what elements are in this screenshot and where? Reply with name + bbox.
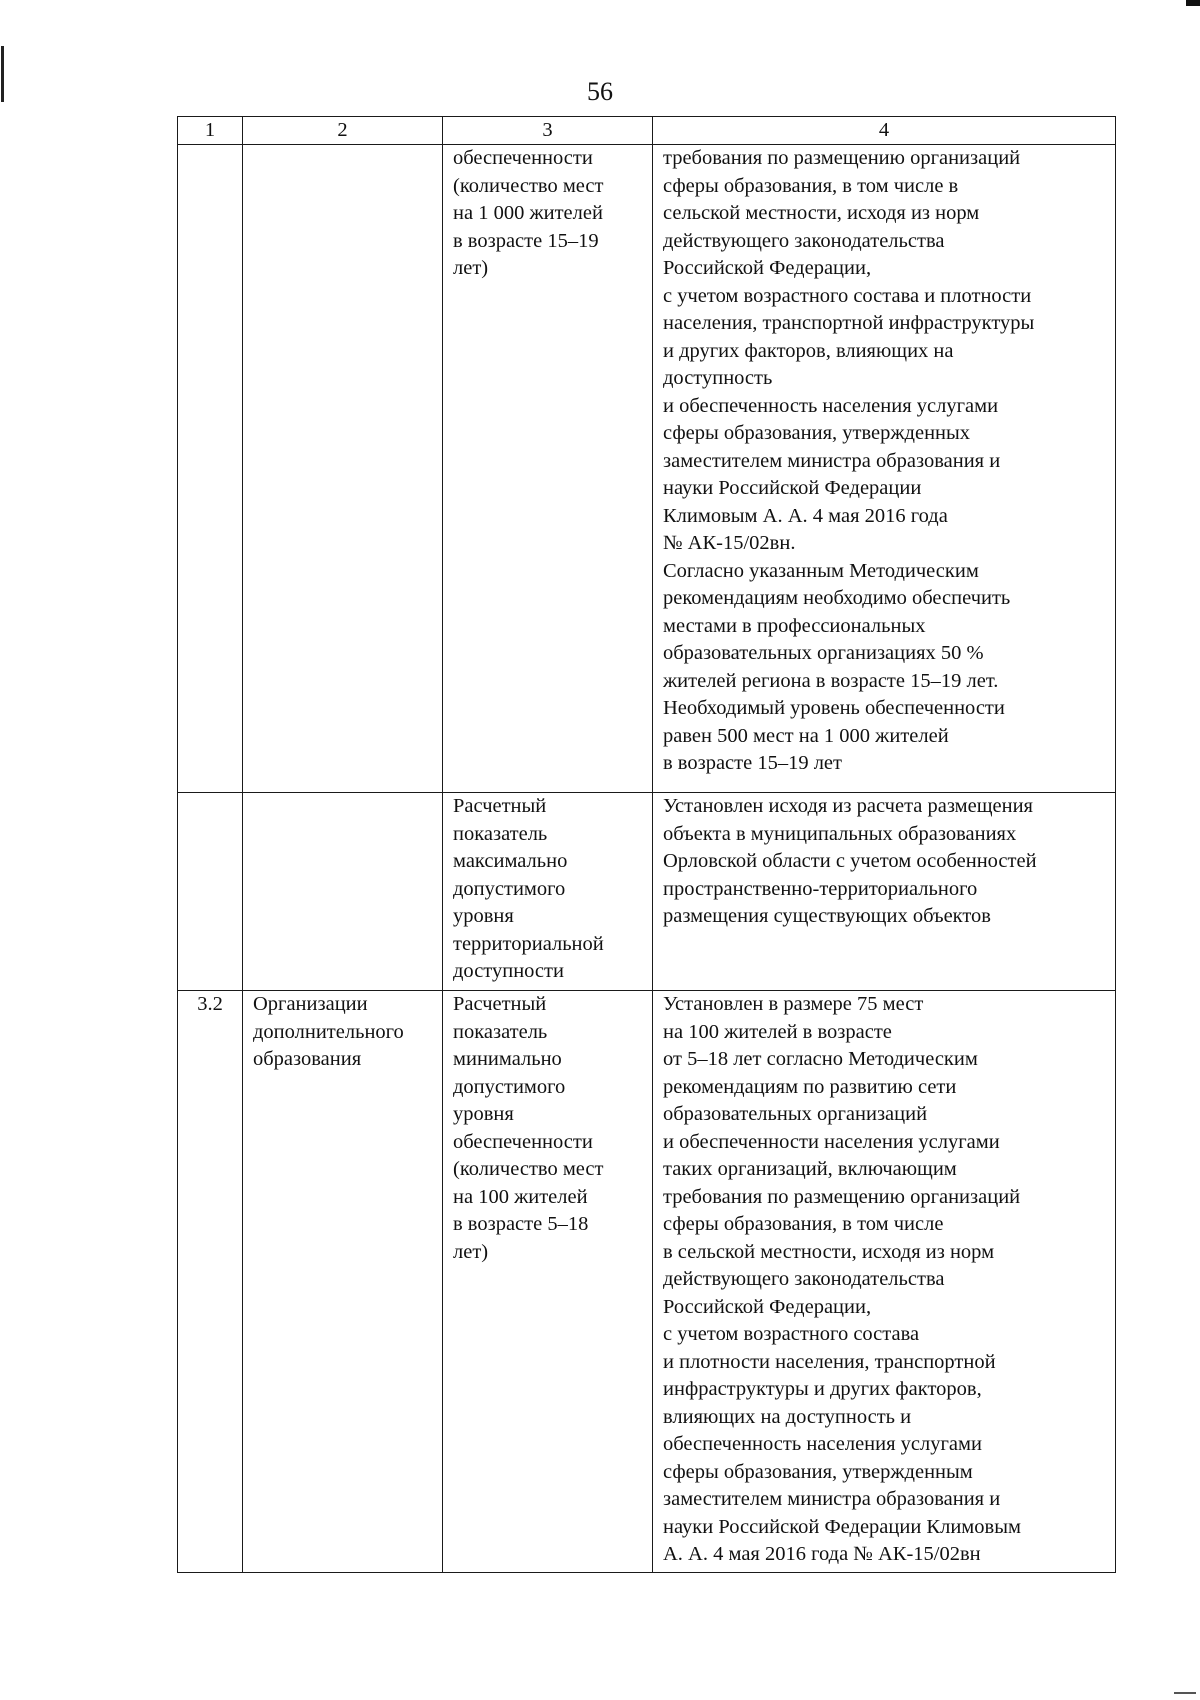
text-line: пространственно-территориального xyxy=(663,877,978,900)
text-line: Установлен исходя из расчета размещения xyxy=(663,795,1033,817)
text-line: с учетом возрастного состава и плотности xyxy=(663,284,1032,307)
standards-table xyxy=(177,116,1116,1573)
text-line: рекомендациям по развитию сети xyxy=(663,1075,957,1098)
row-number-cell xyxy=(178,145,243,793)
text-line: на 100 жителей xyxy=(453,1185,588,1208)
text-line: равен 500 мест на 1 000 жителей xyxy=(663,724,949,747)
text-line: доступности xyxy=(453,960,564,982)
text-line: территориальной xyxy=(453,932,604,955)
indicator-cell xyxy=(443,145,653,793)
text-line: Российской Федерации, xyxy=(663,257,872,279)
text-line: Орловской области с учетом особенностей xyxy=(663,850,1037,872)
text-line: от 5–18 лет согласно Методическим xyxy=(663,1048,978,1070)
text-line: образования xyxy=(253,1048,362,1070)
value-cell xyxy=(653,145,1116,793)
text-line: доступность xyxy=(663,367,773,389)
text-line: обеспеченность населения услугами xyxy=(663,1433,982,1455)
text-line: Необходимый уровень обеспеченности xyxy=(663,697,1005,719)
value-cell xyxy=(653,793,1116,991)
text-line: местами в профессиональных xyxy=(663,614,926,637)
text-line: сферы образования, в том числе в xyxy=(663,174,959,197)
object-name-cell xyxy=(243,145,443,793)
column-header: 2 xyxy=(243,117,443,145)
text-line: Расчетный xyxy=(453,993,547,1015)
text-line: в возрасте 5–18 xyxy=(453,1213,589,1235)
text-line: А. А. 4 мая 2016 года № АК-15/02вн xyxy=(663,1543,981,1565)
text-line: в сельской местности, исходя из норм xyxy=(663,1240,995,1263)
text-line: лет) xyxy=(453,257,489,279)
text-line: влияющих на доступность и xyxy=(663,1405,912,1428)
text-line: и обеспеченности населения услугами xyxy=(663,1130,1000,1153)
text-line: обеспеченности xyxy=(453,147,593,169)
text-line: рекомендациям необходимо обеспечить xyxy=(663,587,1011,609)
text-line: науки Российской Федерации Климовым xyxy=(663,1515,1021,1538)
text-line: сельской местности, исходя из норм xyxy=(663,202,980,224)
text-line: минимально xyxy=(453,1048,562,1070)
text-line: Установлен в размере 75 мест xyxy=(663,993,924,1015)
indicator-cell xyxy=(443,793,653,991)
text-line: образовательных организаций xyxy=(663,1103,928,1125)
text-line: действующего законодательства xyxy=(663,1268,945,1290)
text-line: сферы образования, утвержденных xyxy=(663,422,971,444)
column-header: 1 xyxy=(178,117,243,145)
text-line: на 100 жителей в возрасте xyxy=(663,1020,892,1043)
text-line: уровня xyxy=(453,1103,514,1125)
table-header-row xyxy=(178,117,1116,145)
text-line: науки Российской Федерации xyxy=(663,477,922,499)
text-line: жителей региона в возрасте 15–19 лет. xyxy=(663,669,999,692)
table-row xyxy=(178,145,1116,793)
text-line: лет) xyxy=(453,1240,489,1263)
text-line: допустимого xyxy=(453,1075,566,1098)
text-line: (количество мест xyxy=(453,1158,604,1180)
text-line: сферы образования, утвержденным xyxy=(663,1460,973,1483)
text-line: показатель xyxy=(453,822,548,845)
table-row xyxy=(178,793,1116,991)
indicator-cell xyxy=(443,991,653,1573)
text-line: таких организаций, включающим xyxy=(663,1158,957,1180)
object-name-cell xyxy=(243,793,443,991)
text-line: заместителем министра образования и xyxy=(663,449,1001,472)
object-name-cell xyxy=(243,991,443,1573)
text-line: и плотности населения, транспортной xyxy=(663,1350,996,1373)
text-line: объекта в муниципальных образованиях xyxy=(663,822,1017,845)
text-line: допустимого xyxy=(453,877,566,900)
text-line: (количество мест xyxy=(453,174,604,197)
text-line: действующего законодательства xyxy=(663,229,945,252)
text-line: дополнительного xyxy=(253,1020,404,1043)
text-line: Расчетный xyxy=(453,795,547,817)
row-number-cell: 3.2 xyxy=(178,991,243,1573)
value-cell xyxy=(653,991,1116,1573)
text-line: инфраструктуры и других факторов, xyxy=(663,1378,982,1400)
table-row xyxy=(178,991,1116,1573)
scan-edge-mark xyxy=(1186,0,1200,6)
text-line: населения, транспортной инфраструктуры xyxy=(663,312,1035,334)
text-line: в возрасте 15–19 лет xyxy=(663,752,842,774)
text-line: Климовым А. А. 4 мая 2016 года xyxy=(663,504,948,527)
text-line: уровня xyxy=(453,905,514,927)
text-line: обеспеченности xyxy=(453,1130,593,1153)
text-line: максимально xyxy=(453,850,568,872)
text-line: заместителем министра образования и xyxy=(663,1488,1001,1510)
text-line: сферы образования, в том числе xyxy=(663,1213,944,1235)
page-number: 56 xyxy=(587,77,613,106)
text-line: требования по размещению организаций xyxy=(663,147,1021,169)
text-line: показатель xyxy=(453,1020,548,1043)
scan-edge-mark xyxy=(1174,1692,1196,1694)
text-line: № АК-15/02вн. xyxy=(663,532,796,554)
text-line: Согласно указанным Методическим xyxy=(663,559,979,582)
row-number-cell xyxy=(178,793,243,991)
text-line: и других факторов, влияющих на xyxy=(663,339,954,362)
text-line: требования по размещению организаций xyxy=(663,1185,1021,1208)
text-line: в возрасте 15–19 xyxy=(453,229,599,252)
text-line: размещения существующих объектов xyxy=(663,905,991,927)
column-header: 3 xyxy=(443,117,653,145)
text-line: образовательных организациях 50 % xyxy=(663,642,984,664)
text-line: Организации xyxy=(253,993,368,1015)
text-line: и обеспеченность населения услугами xyxy=(663,394,999,417)
text-line: с учетом возрастного состава xyxy=(663,1323,920,1345)
text-line: Российской Федерации, xyxy=(663,1295,872,1318)
column-header: 4 xyxy=(653,117,1116,145)
text-line: на 1 000 жителей xyxy=(453,202,603,224)
